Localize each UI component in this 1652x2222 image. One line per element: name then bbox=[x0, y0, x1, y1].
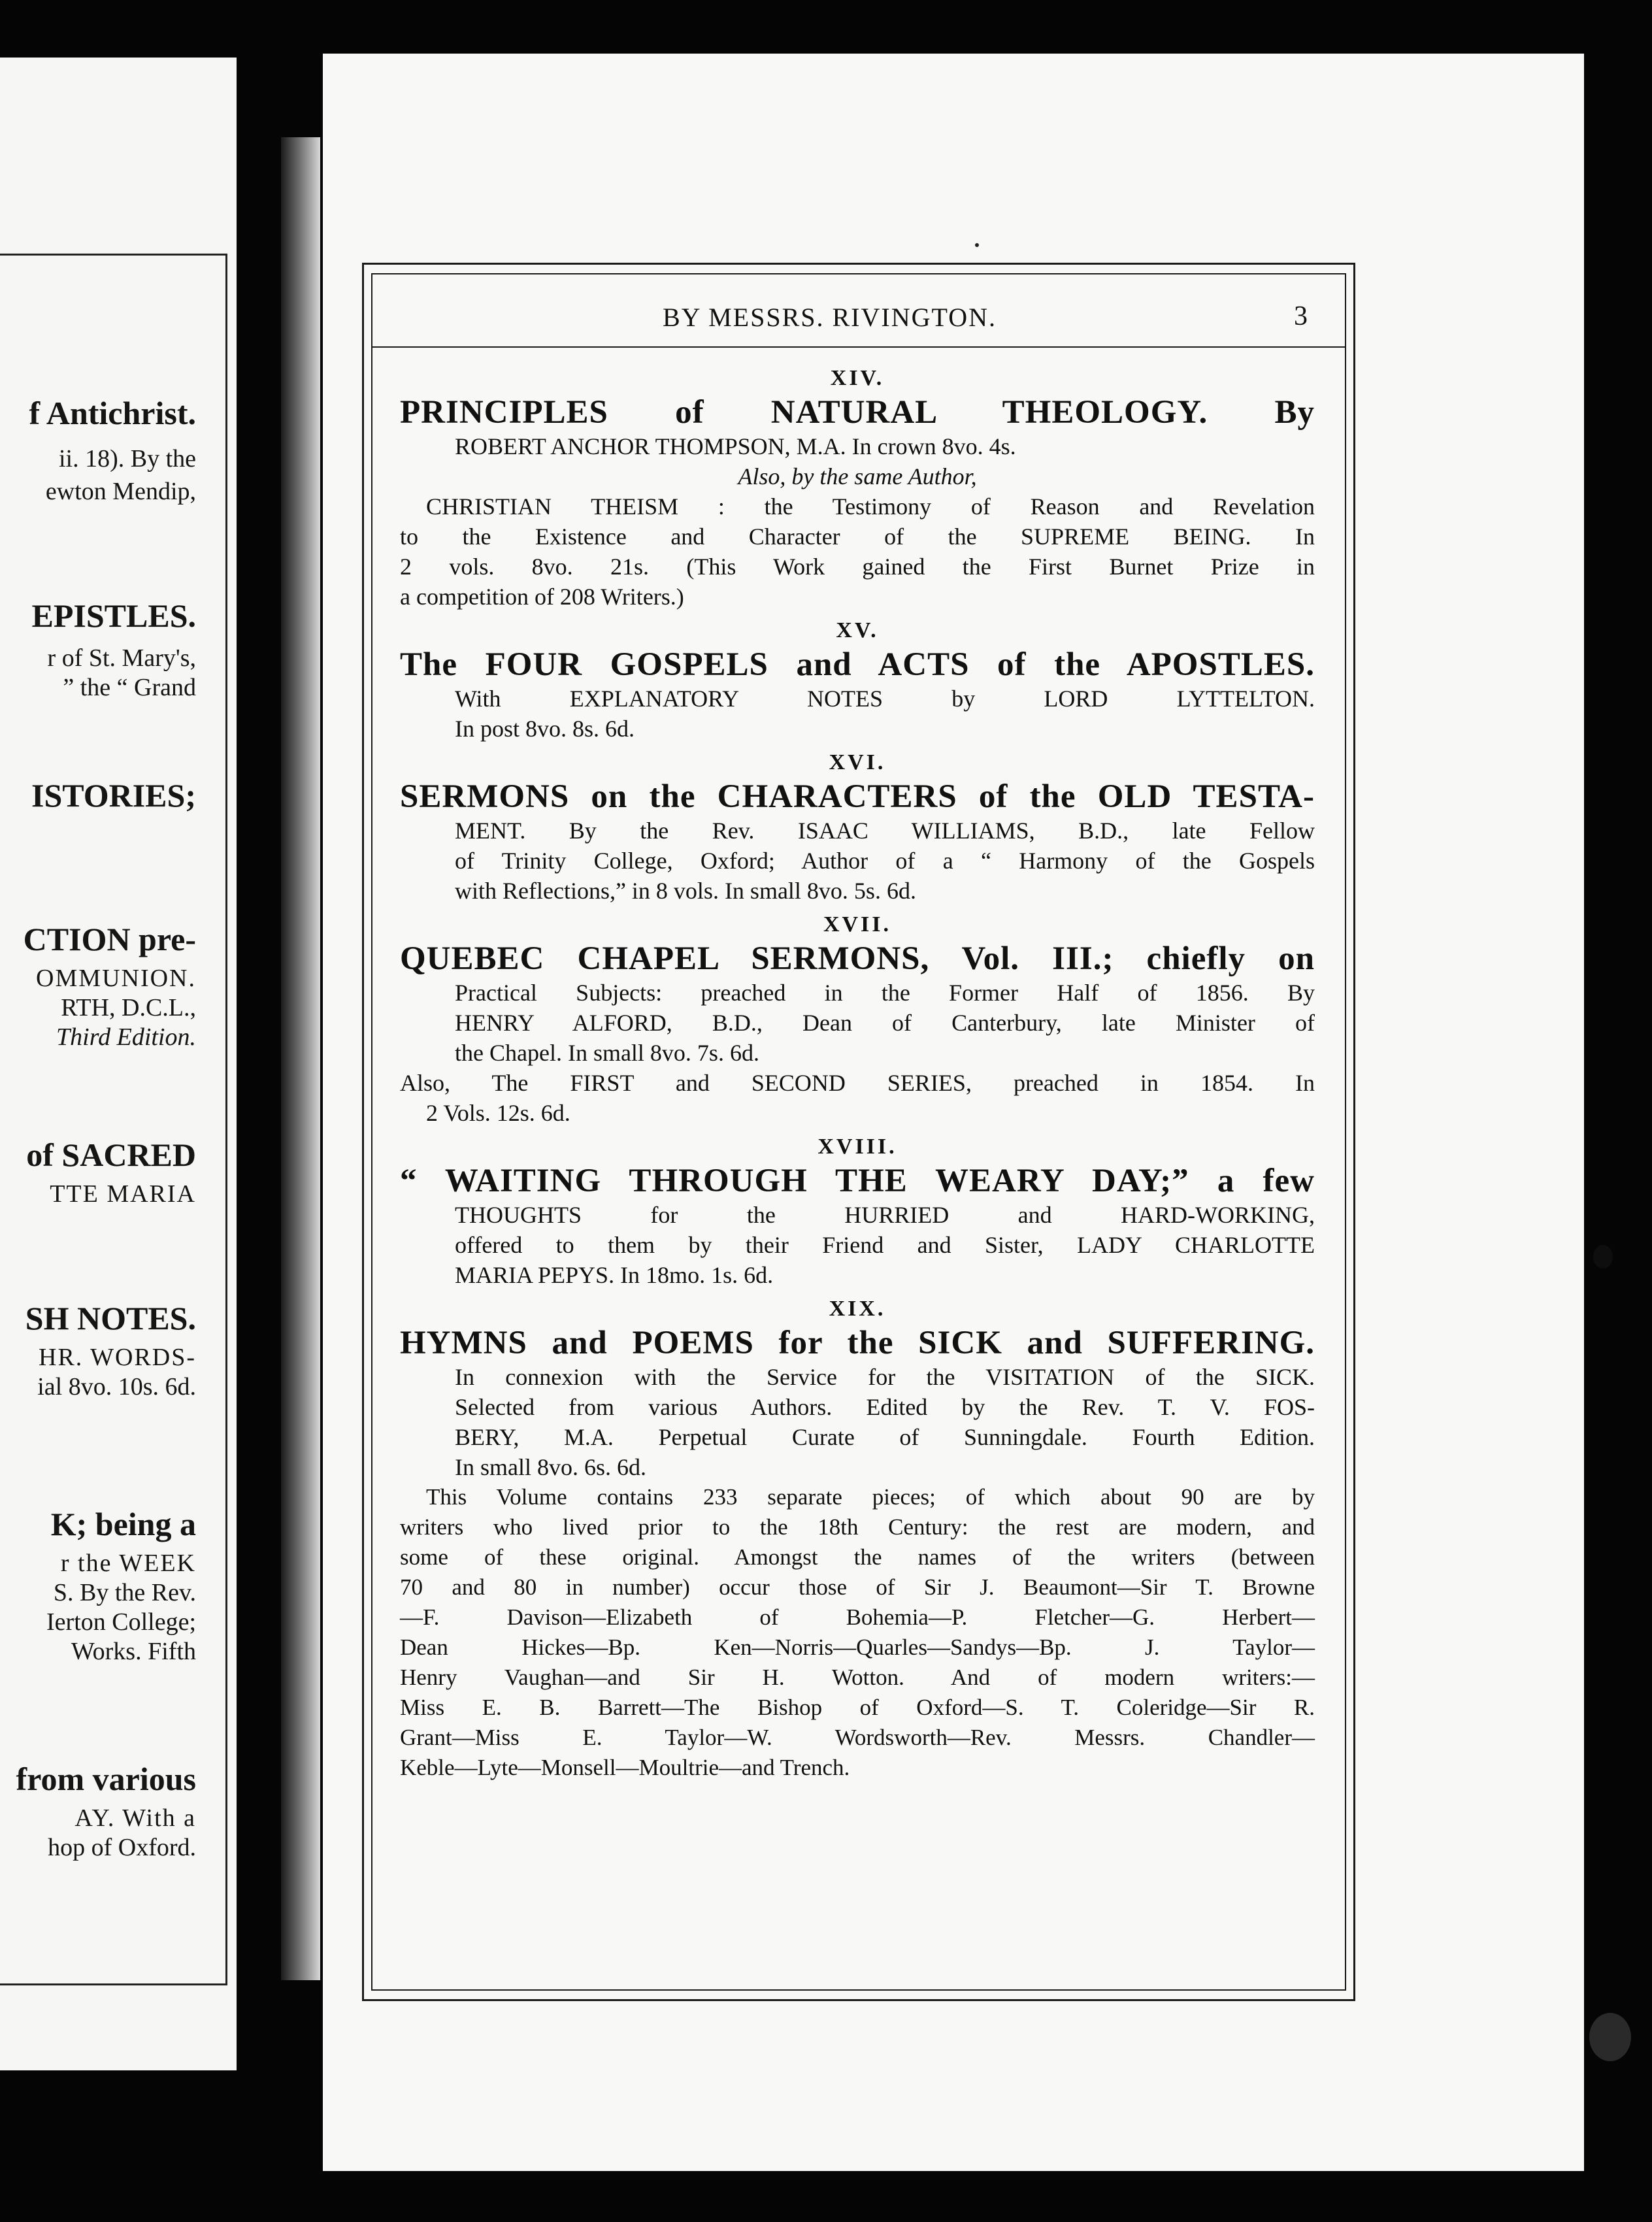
entry-description-line: MARIA PEPYS. In 18mo. 1s. 6d. bbox=[455, 1262, 774, 1288]
page-number: 3 bbox=[1294, 301, 1308, 331]
running-head: BY MESSRS. RIVINGTON. bbox=[663, 303, 997, 332]
also-line: a competition of 208 Writers.) bbox=[400, 584, 684, 610]
catalogue-entry bbox=[400, 910, 1315, 1128]
contents-note-line: writers who lived prior to the 18th Century: the rest are modern, and bbox=[400, 1514, 1315, 1540]
contents-note-line: Dean Hickes—Bp. Ken—Norris—Quarles—Sandys—Bp. J. Taylor— bbox=[400, 1634, 1315, 1660]
contents-note-line: Henry Vaughan—and Sir H. Wotton. And of modern writers:— bbox=[400, 1665, 1315, 1690]
previous-page-line: RTH, D.C.L., bbox=[61, 994, 196, 1021]
contents-note-line: 70 and 80 in number) occur those of Sir J. Beaumont—Sir T. Browne bbox=[400, 1574, 1315, 1600]
catalogue-entry bbox=[400, 363, 1315, 612]
previous-page-line: K; being a bbox=[50, 1506, 196, 1542]
previous-page-line: r the WEEK bbox=[60, 1550, 196, 1577]
header-rule bbox=[371, 346, 1346, 348]
entry-title: QUEBEC CHAPEL SERMONS, Vol. III.; chiefly on bbox=[400, 940, 1315, 977]
previous-page-line: AY. With a bbox=[74, 1804, 196, 1832]
contents-note-line: —F. Davison—Elizabeth of Bohemia—P. Fletcher—G. Herbert— bbox=[400, 1604, 1315, 1630]
entry-description-line: Selected from various Authors. Edited by the Rev. T. V. FOS- bbox=[455, 1394, 1315, 1420]
entry-numeral: XVIII. bbox=[818, 1135, 897, 1159]
also-line: Also, The FIRST and SECOND SERIES, preached in 1854. In bbox=[400, 1070, 1315, 1096]
catalogue-entry bbox=[400, 616, 1315, 744]
entry-numeral: XIV. bbox=[830, 366, 885, 390]
entry-description-line: the Chapel. In small 8vo. 7s. 6d. bbox=[455, 1040, 759, 1066]
previous-page-line: of SACRED bbox=[26, 1136, 196, 1173]
previous-page-line: TTE MARIA bbox=[50, 1180, 196, 1208]
book-page bbox=[323, 54, 1584, 2171]
entry-description-line: With EXPLANATORY NOTES by LORD LYTTELTON. bbox=[455, 686, 1315, 712]
entry-description-line: BERY, M.A. Perpetual Curate of Sunningdale. Fourth Edition. bbox=[455, 1424, 1315, 1450]
also-line: to the Existence and Character of the SUPREME BEING. In bbox=[400, 523, 1315, 550]
entry-numeral: XVII. bbox=[823, 912, 892, 937]
entry-title: PRINCIPLES of NATURAL THEOLOGY. By bbox=[400, 394, 1315, 431]
entry-title: The FOUR GOSPELS and ACTS of the APOSTLES. bbox=[400, 646, 1315, 683]
previous-page-line: ISTORIES; bbox=[31, 777, 196, 814]
entry-description-line: HENRY ALFORD, B.D., Dean of Canterbury, late Minister of bbox=[455, 1010, 1315, 1036]
previous-page-line: Works. Fifth bbox=[71, 1638, 196, 1665]
also-line: CHRISTIAN THEISM : the Testimony of Reason and Revelation bbox=[426, 493, 1315, 520]
entry-numeral: XV. bbox=[836, 618, 879, 642]
entry-description-line: THOUGHTS for the HURRIED and HARD-WORKING, bbox=[455, 1202, 1315, 1228]
previous-page-line: f Antichrist. bbox=[29, 395, 196, 431]
previous-page-line: from various bbox=[16, 1761, 196, 1797]
entry-title: HYMNS and POEMS for the SICK and SUFFERING. bbox=[400, 1325, 1315, 1361]
entry-description-line: MENT. By the Rev. ISAAC WILLIAMS, B.D., late Fellow bbox=[455, 818, 1315, 844]
contents-note-line: This Volume contains 233 separate pieces; of which about 90 are by bbox=[426, 1484, 1315, 1510]
previous-page-border bbox=[0, 254, 227, 1985]
previous-page-line: ewton Mendip, bbox=[45, 478, 196, 505]
also-line: 2 Vols. 12s. 6d. bbox=[426, 1100, 570, 1126]
previous-page-line: ” the “ Grand bbox=[63, 674, 196, 701]
previous-page-fragment bbox=[0, 58, 237, 2070]
entry-description-line: offered to them by their Friend and Sister, LADY CHARLOTTE bbox=[455, 1232, 1315, 1258]
catalogue-entry bbox=[400, 1132, 1315, 1290]
previous-page-line: r of St. Mary's, bbox=[47, 644, 196, 672]
contents-note-line: Miss E. B. Barrett—The Bishop of Oxford—S. T. Coleridge—Sir R. bbox=[400, 1695, 1315, 1720]
previous-page-line: EPISTLES. bbox=[31, 597, 196, 634]
contents-note-line: some of these original. Amongst the names of the writers (between bbox=[400, 1544, 1315, 1570]
page-edge-blot bbox=[1593, 1245, 1613, 1269]
contents-note-line: Grant—Miss E. Taylor—W. Wordsworth—Rev. Messrs. Chandler— bbox=[400, 1725, 1315, 1750]
previous-page-line: Third Edition. bbox=[56, 1023, 196, 1051]
previous-page-line: SH NOTES. bbox=[25, 1300, 196, 1336]
entry-description-line: of Trinity College, Oxford; Author of a “ Harmony of the Gospels bbox=[455, 848, 1315, 874]
previous-page-line: HR. WORDS- bbox=[39, 1344, 196, 1371]
previous-page-line: hop of Oxford. bbox=[48, 1834, 196, 1861]
previous-page-line: CTION pre- bbox=[23, 921, 196, 957]
entry-title: SERMONS on the CHARACTERS of the OLD TESTA- bbox=[400, 778, 1315, 815]
catalogue-entry bbox=[400, 1294, 1315, 1783]
previous-page-line: OMMUNION. bbox=[36, 965, 196, 992]
also-line: 2 vols. 8vo. 21s. (This Work gained the First Burnet Prize in bbox=[400, 554, 1315, 580]
catalogue-entry bbox=[400, 748, 1315, 906]
previous-page-line: ial 8vo. 10s. 6d. bbox=[37, 1373, 196, 1401]
entry-description-line: with Reflections,” in 8 vols. In small 8vo. 5s. 6d. bbox=[455, 878, 916, 904]
contents-note-line: Keble—Lyte—Monsell—Moultrie—and Trench. bbox=[400, 1755, 850, 1780]
previous-page-line: S. By the Rev. bbox=[53, 1579, 196, 1606]
print-speck bbox=[975, 243, 979, 247]
entry-description-line: ROBERT ANCHOR THOMPSON, M.A. In crown 8vo. 4s. bbox=[455, 433, 1016, 459]
entry-description-line: Practical Subjects: preached in the Former Half of 1856. By bbox=[455, 980, 1315, 1006]
entry-description-line: In small 8vo. 6s. 6d. bbox=[455, 1454, 646, 1480]
entry-description-line: In connexion with the Service for the VISITATION of the SICK. bbox=[455, 1364, 1315, 1390]
page-edge-blot bbox=[1589, 2013, 1631, 2061]
also-heading: Also, by the same Author, bbox=[738, 463, 977, 489]
previous-page-line: Ierton College; bbox=[46, 1608, 196, 1636]
catalogue-listing bbox=[400, 359, 1315, 1783]
previous-page-line: ii. 18). By the bbox=[58, 445, 196, 473]
book-gutter-shadow bbox=[281, 137, 320, 1980]
entry-numeral: XVI. bbox=[829, 750, 886, 774]
entry-numeral: XIX. bbox=[829, 1297, 886, 1321]
entry-title: “ WAITING THROUGH THE WEARY DAY;” a few bbox=[400, 1163, 1315, 1199]
entry-description-line: In post 8vo. 8s. 6d. bbox=[455, 716, 635, 742]
